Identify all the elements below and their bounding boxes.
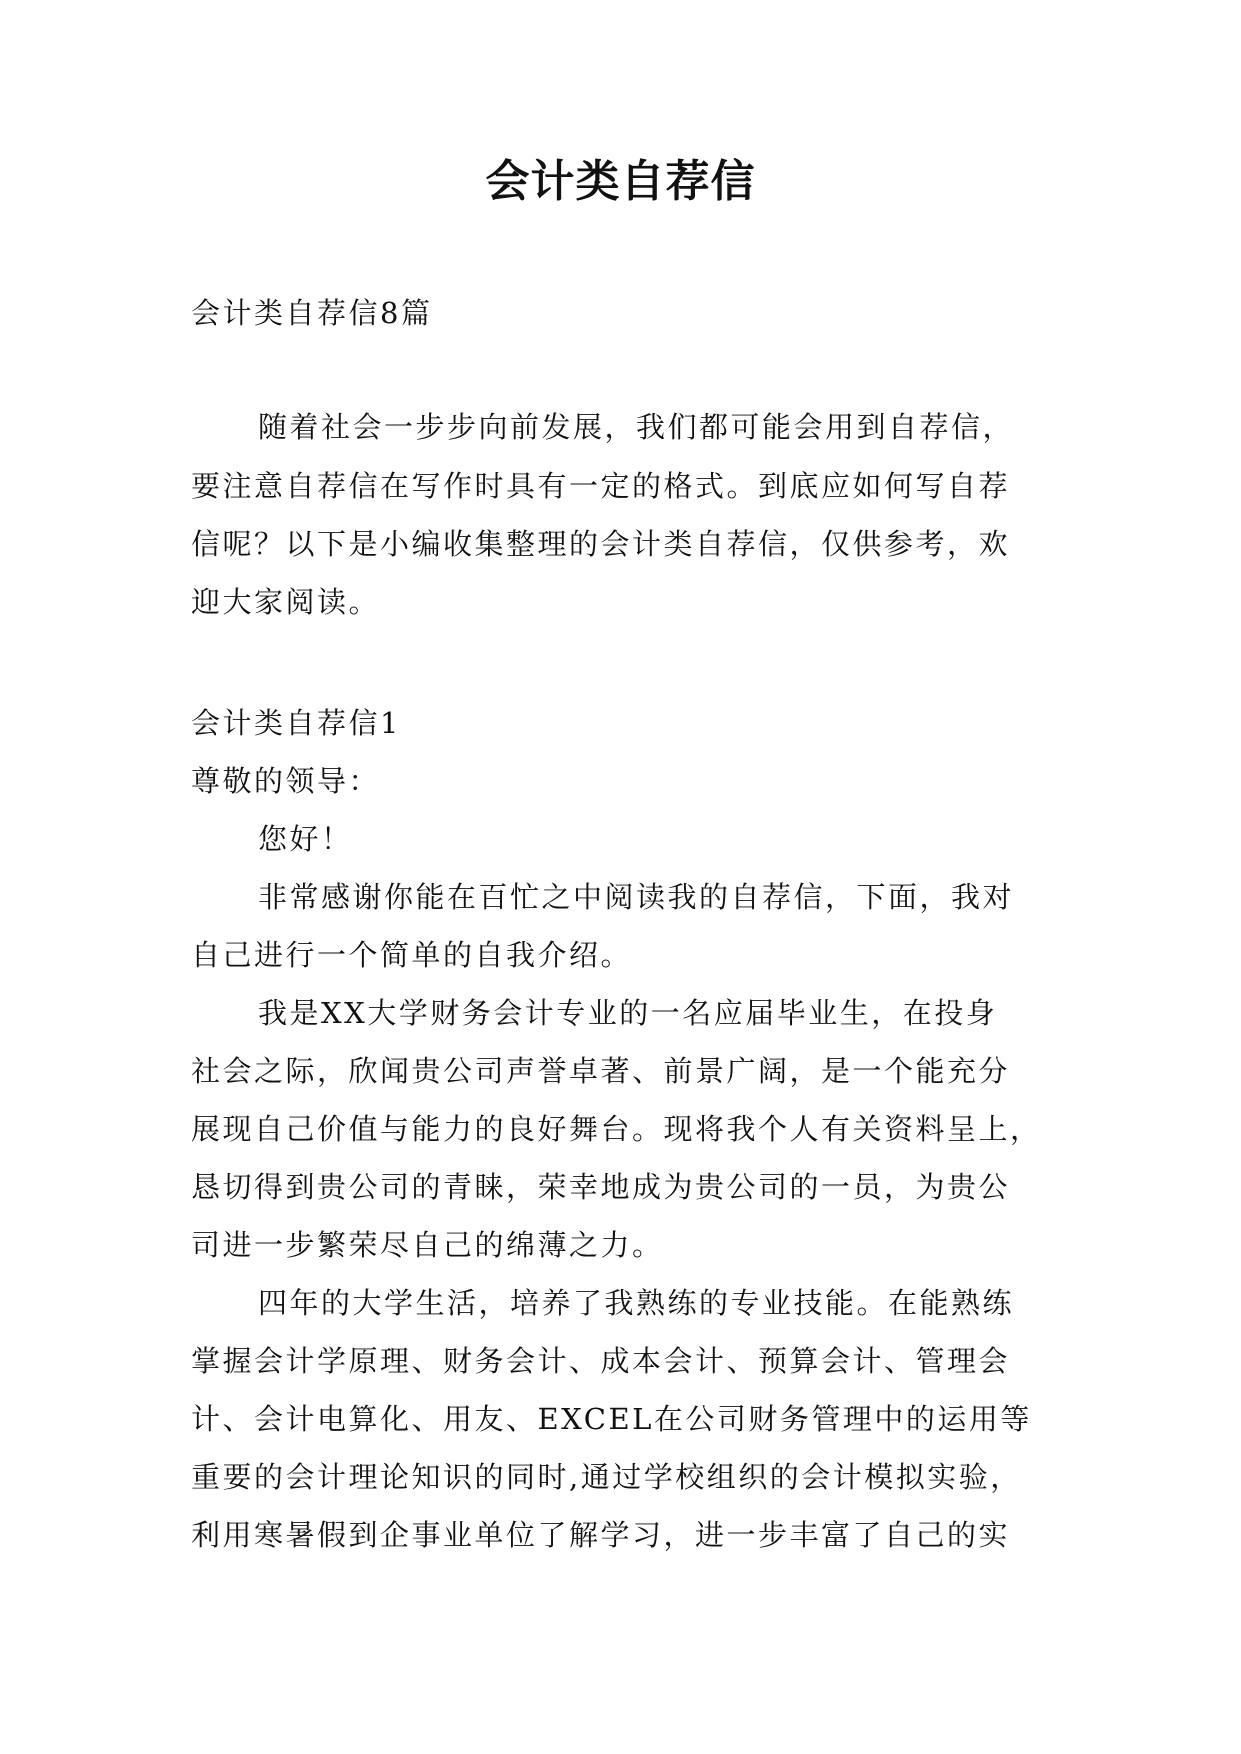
paragraph-line: 自己进行一个简单的自我介绍。: [191, 938, 633, 972]
letter-heading: 会计类自荐信1: [191, 706, 401, 740]
intro-line: 随着社会一步步向前发展，我们都可能会用到自荐信，: [258, 410, 1015, 444]
intro-line: 迎大家阅读。: [191, 585, 381, 619]
paragraph-line: 四年的大学生活，培养了我熟练的专业技能。在能熟练: [258, 1286, 1015, 1320]
document-subtitle: 会计类自荐信8篇: [191, 296, 433, 330]
letter-salutation: 尊敬的领导：: [191, 764, 381, 798]
paragraph-line: 掌握会计学原理、财务会计、成本会计、预算会计、管理会: [191, 1344, 1011, 1378]
paragraph-line: 重要的会计理论知识的同时,通过学校组织的会计模拟实验，: [191, 1460, 1022, 1494]
document-title: 会计类自荐信: [485, 156, 756, 207]
intro-line: 信呢？以下是小编收集整理的会计类自荐信，仅供参考，欢: [191, 527, 1011, 561]
paragraph-line: 展现自己价值与能力的良好舞台。现将我个人有关资料呈上，: [191, 1112, 1042, 1146]
paragraph-line: 非常感谢你能在百忙之中阅读我的自荐信，下面，我对: [258, 880, 1015, 914]
paragraph-line: 社会之际，欣闻贵公司声誉卓著、前景广阔，是一个能充分: [191, 1054, 1011, 1088]
paragraph-line: 我是XX大学财务会计专业的一名应届毕业生，在投身: [258, 996, 998, 1030]
paragraph-line: 司进一步繁荣尽自己的绵薄之力。: [191, 1228, 664, 1262]
paragraph-line: 恳切得到贵公司的青睐，荣幸地成为贵公司的一员，为贵公: [191, 1170, 1011, 1204]
intro-line: 要注意自荐信在写作时具有一定的格式。到底应如何写自荐: [191, 469, 1011, 503]
letter-greeting: 您好！: [258, 822, 353, 856]
paragraph-line: 利用寒暑假到企事业单位了解学习，进一步丰富了自己的实: [191, 1518, 1011, 1552]
paragraph-line: 计、会计电算化、用友、EXCEL在公司财务管理中的运用等: [191, 1402, 1032, 1436]
